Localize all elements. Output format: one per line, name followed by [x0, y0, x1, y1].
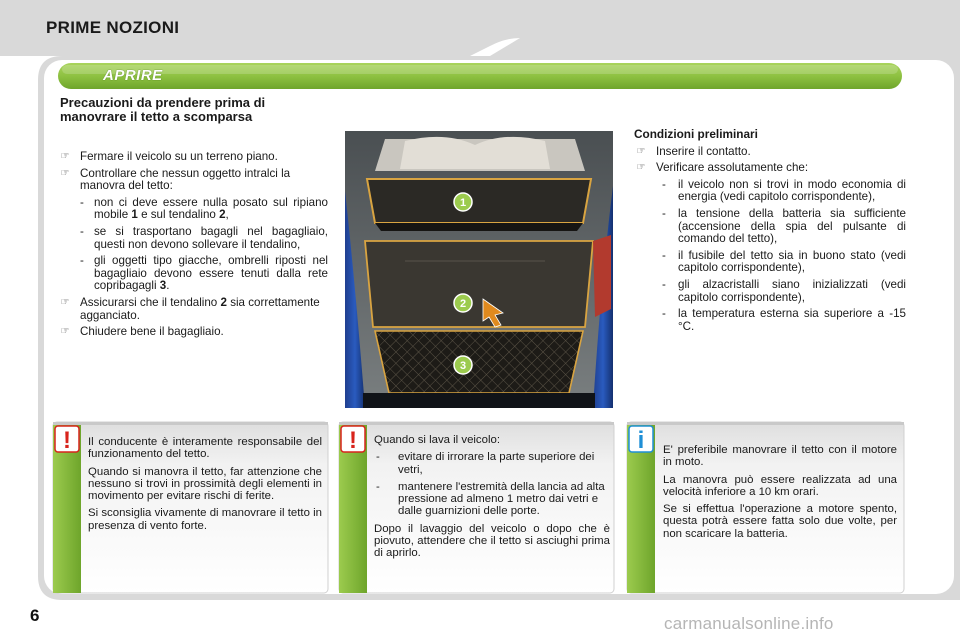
- svg-text:3: 3: [459, 360, 467, 372]
- hand-pointer-icon: ☞: [60, 167, 70, 179]
- sub-item: - il veicolo non si trovi in modo economia di energia (vedi capitolo corrispondente),: [662, 177, 906, 204]
- sub-item: - gli alzacristalli siano inizializzati (vedi capitolo corrispondente),: [662, 277, 906, 304]
- list-item: ☞ Verificare assolutamente che:: [634, 162, 906, 175]
- list-item: ☞ Chiudere bene il bagagliaio.: [58, 326, 328, 339]
- list-item: ☞ Controllare che nessun oggetto intralci la manovra del tetto:: [58, 168, 328, 193]
- hand-pointer-icon: ☞: [636, 162, 646, 174]
- svg-text:1: 1: [459, 197, 467, 209]
- svg-text:!: !: [63, 427, 71, 454]
- sub-item: - non ci deve essere nulla posato sul ripiano mobile 1 e sul tendalino 2,: [80, 195, 328, 222]
- hand-pointer-icon: ☞: [636, 145, 646, 157]
- right-column: [634, 128, 906, 337]
- warning-icon: [339, 424, 369, 454]
- watermark: carmanualsonline.info: [664, 614, 834, 633]
- sub-item: - se si trasportano bagagli nel bagagliaio, questi non devono sollevare il tendalino,: [80, 224, 328, 251]
- left-column: [58, 151, 328, 343]
- svg-text:2: 2: [459, 298, 467, 310]
- list-item: - evitare di irrorare la parte superiore dei vetri,: [376, 451, 595, 476]
- hand-pointer-icon: ☞: [60, 296, 70, 308]
- trunk-photo: [345, 131, 613, 408]
- callout-1: [454, 193, 472, 211]
- warning-box-washing: Quando si lava il veicolo: - evitare di irrorare la parte superiore dei vetri, - mantenere l'estremità della lancia ad alta pressione ad almeno 1 metro dai vetri e dalle guarnizioni delle porte. Dopo il lavaggio del veicolo o dopo che è piovuto, attendere che il tetto si asciughi prima di aprirlo.: [374, 434, 610, 560]
- warning-box-driver: Il conducente è interamente responsabile del funzionamento del tetto. Quando si manovra il tetto, far attenzione che nessuno si trovi in prossimità degli elementi in movimento per evitare rischi di ferite. Si sconsiglia vivamente di manovrare il tetto in presenza di vento forte.: [88, 436, 322, 532]
- page-title: PRIME NOZIONI: [46, 18, 180, 37]
- warning-icon: [53, 424, 83, 454]
- hand-pointer-icon: ☞: [60, 326, 70, 338]
- sub-item: - il fusibile del tetto sia in buono stato (vedi capitolo corrispondente),: [662, 248, 906, 275]
- hand-pointer-icon: ☞: [60, 151, 70, 162]
- sub-item: - gli oggetti tipo giacche, ombrelli riposti nel bagagliaio devono essere tenuti dalla rete copribagagli 3.: [80, 254, 328, 293]
- callout-3: [454, 356, 472, 374]
- info-box-engine: E' preferibile manovrare il tetto con il motore in moto. La manovra può essere realizzata ad una velocità inferiore a 10 km orari. Se si effettua l'operazione a motore spento, questa potrà essere fatta solo due volte, per non scaricare la batteria.: [663, 444, 897, 540]
- section-banner-label: APRIRE: [103, 67, 163, 84]
- list-item: ☞ Inserire il contatto.: [634, 146, 906, 159]
- svg-text:!: !: [349, 427, 357, 454]
- list-item: ☞ Assicurarsi che il tendalino 2 sia correttamente agganciato.: [58, 297, 328, 322]
- list-item: ☞ Fermare il veicolo su un terreno piano.: [58, 151, 328, 164]
- sub-item: - la tensione della batteria sia sufficiente (accensione della spia del pulsante di comando del tetto),: [662, 206, 906, 246]
- page-number: 6: [30, 606, 40, 625]
- info-icon: [627, 424, 657, 454]
- callout-2: [454, 294, 472, 312]
- right-heading: Condizioni preliminari: [634, 127, 758, 141]
- list-item: - mantenere l'estremità della lancia ad alta pressione ad almeno 1 metro dai vetri e dalle guarnizioni delle porte.: [376, 480, 605, 518]
- sub-item: - la temperatura esterna sia superiore a -15 °C.: [662, 307, 906, 333]
- svg-text:i: i: [637, 427, 645, 454]
- left-heading: Precauzioni da prendere prima di manovrare il tetto a scomparsa: [60, 95, 266, 124]
